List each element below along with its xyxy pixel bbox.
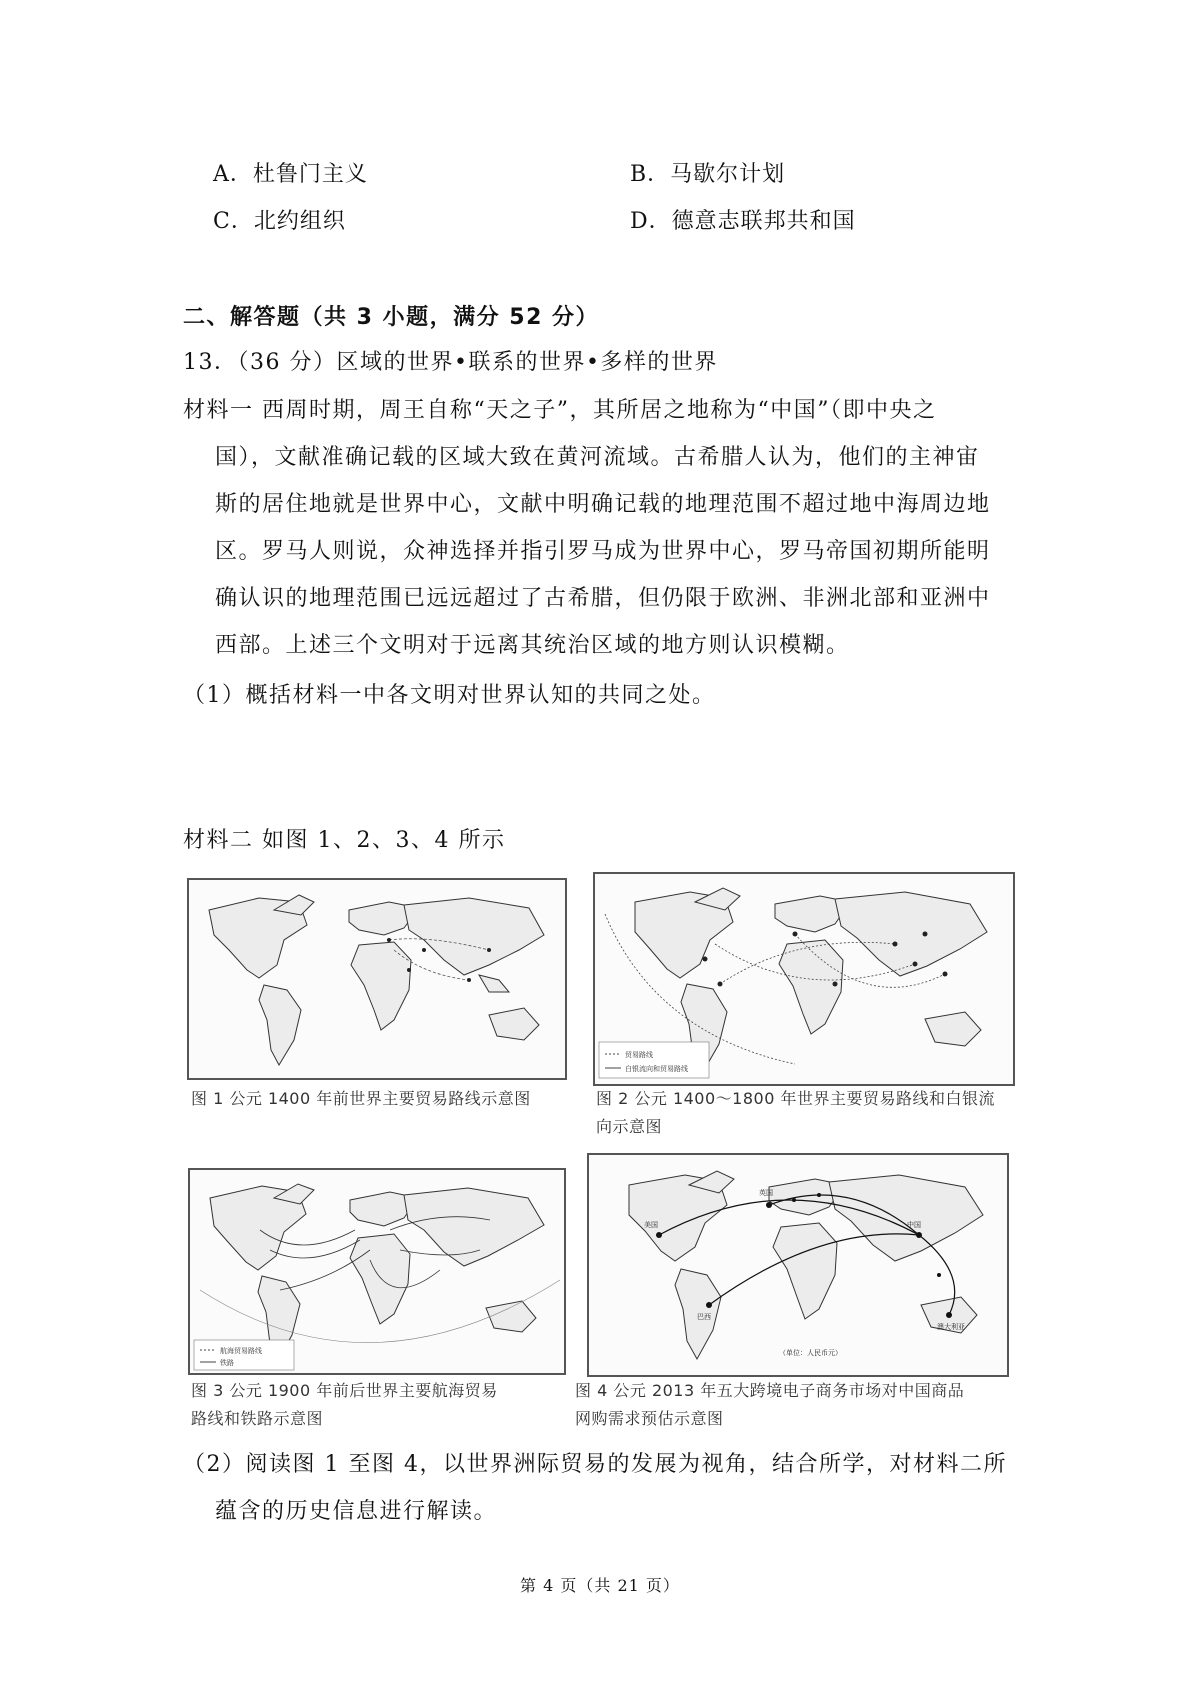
world-map-1 bbox=[189, 880, 565, 1078]
option-b: B．马歇尔计划 bbox=[630, 162, 786, 187]
figure-4-map bbox=[587, 1153, 1009, 1377]
figure-2-caption bbox=[596, 1085, 995, 1141]
figure-4-caption-line: 图 4 公元 2013 年五大跨境电子商务市场对中国商品 bbox=[575, 1381, 965, 1400]
material1-line: 确认识的地理范围已远远超过了古希腊，但仍限于欧洲、非洲北部和亚洲中 bbox=[215, 586, 991, 611]
page-footer: 第 4 页（共 21 页） bbox=[520, 1576, 680, 1595]
figure-3-legend-item: 铁路 bbox=[220, 1359, 234, 1367]
figure-3-map bbox=[188, 1168, 566, 1375]
material1-line: 材料一 西周时期，周王自称“天之子”，其所居之地称为“中国”（即中央之 bbox=[183, 398, 937, 423]
figure-1-map bbox=[187, 878, 567, 1080]
sub-question-2-line: 蕴含的历史信息进行解读。 bbox=[215, 1499, 498, 1524]
figure-2-legend-item: 贸易路线 bbox=[625, 1051, 653, 1059]
figure-3-caption bbox=[191, 1377, 498, 1433]
figure-3-caption-line: 图 3 公元 1900 年前后世界主要航海贸易 bbox=[191, 1381, 498, 1400]
option-c: C．北约组织 bbox=[213, 209, 346, 234]
figure-4-label: 中国 bbox=[907, 1221, 921, 1229]
figure-2-caption-line: 图 2 公元 1400～1800 年世界主要贸易路线和白银流 bbox=[596, 1089, 995, 1108]
sub-question-1: （1）概括材料一中各文明对世界认知的共同之处。 bbox=[183, 683, 716, 708]
question-title: 13．（36 分）区域的世界•联系的世界•多样的世界 bbox=[183, 350, 718, 375]
world-map-2 bbox=[595, 874, 1013, 1084]
figure-4-label: 巴西 bbox=[697, 1313, 711, 1321]
section-heading: 二、解答题（共 3 小题，满分 52 分） bbox=[183, 305, 600, 330]
material1-line: 西部。上述三个文明对于远离其统治区域的地方则认识模糊。 bbox=[215, 633, 850, 658]
world-map-3 bbox=[190, 1170, 564, 1373]
sub-question-2-line: （2）阅读图 1 至图 4，以世界洲际贸易的发展为视角，结合所学，对材料二所 bbox=[183, 1452, 1007, 1477]
material1-line: 国），文献准确记载的区域大致在黄河流域。古希腊人认为，他们的主神宙 bbox=[215, 445, 980, 470]
figure-4-label: 英国 bbox=[759, 1189, 773, 1197]
material1-line: 斯的居住地就是世界中心，文献中明确记载的地理范围不超过地中海周边地 bbox=[215, 492, 991, 517]
figure-2-map bbox=[593, 872, 1015, 1086]
figure-4-caption-line: 网购需求预估示意图 bbox=[575, 1409, 724, 1428]
figure-3-legend-item: 航海贸易路线 bbox=[220, 1347, 262, 1355]
option-a: A．杜鲁门主义 bbox=[213, 162, 368, 187]
figure-4-unit-note: （单位：人民币元） bbox=[779, 1349, 842, 1357]
option-d: D．德意志联邦共和国 bbox=[630, 209, 856, 234]
figure-4-label: 澳大利亚 bbox=[937, 1323, 965, 1331]
figure-3-caption-line: 路线和铁路示意图 bbox=[191, 1409, 324, 1428]
material2-intro: 材料二 如图 1、2、3、4 所示 bbox=[183, 828, 506, 853]
material1-line: 区。罗马人则说，众神选择并指引罗马成为世界中心，罗马帝国初期所能明 bbox=[215, 539, 991, 564]
figure-1-caption: 图 1 公元 1400 年前世界主要贸易路线示意图 bbox=[191, 1089, 531, 1108]
figure-2-caption-line: 向示意图 bbox=[596, 1117, 663, 1136]
figure-4-label: 美国 bbox=[644, 1221, 658, 1229]
world-map-4 bbox=[589, 1155, 1007, 1375]
figure-2-legend-item: 白银流向和贸易路线 bbox=[625, 1065, 688, 1073]
figure-4-caption bbox=[575, 1377, 964, 1433]
